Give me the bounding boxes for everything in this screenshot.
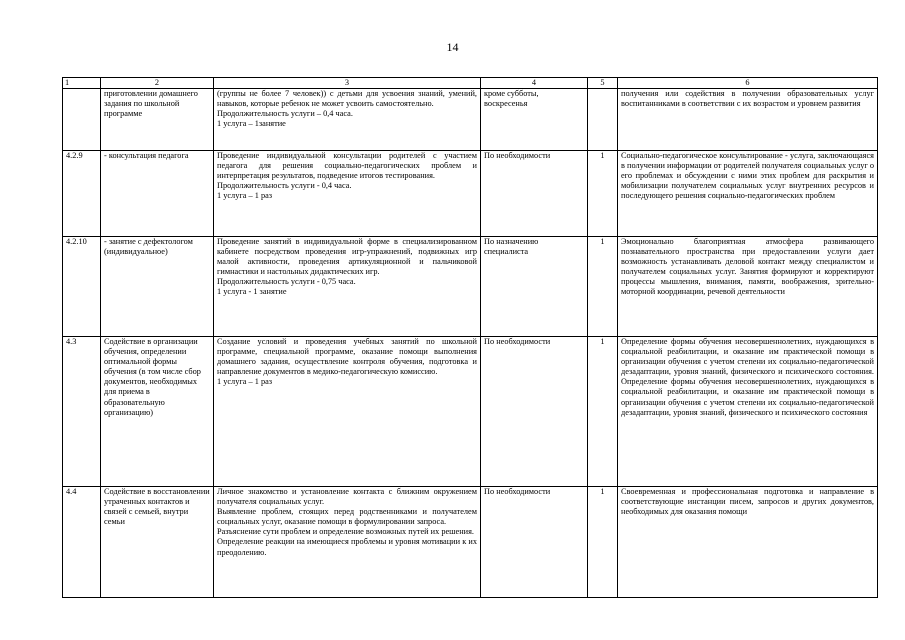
service-description — [214, 487, 481, 598]
description-line: 1 услуга - 1 занятие — [217, 287, 287, 297]
service-result: Определение формы обучения несовершеннолетних, нуждающихся в социальной реабилитации, и оказание им практической помощи в организации обучения с учетом степени их социально-педагогической дезадаптации, уровня знаний, физического и психического состояния. Определение формы обучения несовершеннолетних, нуждающихся в социальной реабилитации, и оказание им практической помощи в организации обучения с учетом степени их социально-педагогической дезадаптации, уровня знаний, физического и психического состояния — [618, 337, 878, 487]
page-number: 14 — [446, 40, 459, 54]
column-header: 6 — [618, 78, 878, 89]
service-name: Содействие в организации обучения, определении оптимальной формы обучения (в том числе сбор документов, необходимых для приема в образовательную организацию) — [101, 337, 214, 487]
service-frequency: кроме субботы, воскресенья — [481, 89, 588, 151]
services-table — [62, 77, 878, 598]
service-frequency: По необходимости — [481, 151, 588, 237]
service-result: Социально-педагогическое консультирование - услуга, заключающаяся в получении информации от родителей получателя социальных услуг о его проблемах и обсуждении с ними этих проблем для раскрытия и мобилизации получателем социальных услуг внутренних ресурсов и последующего решения социально-педагогических проблем — [618, 151, 878, 237]
column-header: 3 — [214, 78, 481, 89]
row-number — [63, 89, 101, 151]
table-row — [63, 487, 878, 598]
service-description — [214, 151, 481, 237]
column-header: 4 — [481, 78, 588, 89]
row-number: 4.2.9 — [63, 151, 101, 237]
description-line: Продолжительность услуги - 0,4 часа. — [217, 181, 352, 191]
description-line: Личное знакомство и установление контакта с ближним окружением получателя социальных услуг. — [217, 487, 477, 507]
description-line: Продолжительность услуги - 0,75 часа. — [217, 277, 356, 287]
service-count: 1 — [588, 487, 618, 598]
description-line: Создание условий и проведения учебных занятий по школьной программе, специальной программе, оказание помощи выполнения домашнего задания, осуществление контроля обучения, подготовка и направление документов в медико-педагогическую комиссию. — [217, 337, 477, 377]
description-line: Разъяснение сути проблем и определение возможных путей их решения. — [217, 527, 475, 537]
table-header-row — [63, 78, 878, 89]
description-line: 1 услуга – 1 раз — [217, 191, 273, 201]
description-line: (группы не более 7 человек)) с детьми для усвоения знаний, умений, навыков, которые ребенок не может усвоить самостоятельно. — [217, 89, 477, 109]
table-row — [63, 89, 878, 151]
description-line: Проведение занятий в индивидуальной форме в специализированном кабинете посредством проведения игр-упражнений, подвижных игр малой активности, проведения артикуляционной и пальчиковой гимнастики и настольных дидактических игр. — [217, 237, 477, 277]
service-count: 1 — [588, 237, 618, 337]
service-name: Содействие в восстановлении утраченных контактов и связей с семьей, внутри семьи — [101, 487, 214, 598]
description-line: 1 услуга – 1занятие — [217, 119, 286, 129]
service-count — [588, 89, 618, 151]
service-result: Своевременная и профессиональная подготовка и направление в соответствующие инстанции писем, запросов и других документов, необходимых для оказания помощи — [618, 487, 878, 598]
row-number: 4.4 — [63, 487, 101, 598]
table-row — [63, 237, 878, 337]
service-frequency: По необходимости — [481, 337, 588, 487]
column-header: 5 — [588, 78, 618, 89]
description-line: 1 услуга – 1 раз — [217, 377, 273, 387]
service-frequency: По необходимости — [481, 487, 588, 598]
description-line: Продолжительность услуги – 0,4 часа. — [217, 109, 353, 119]
description-line: Проведение индивидуальной консультации родителей с участием педагога для решения социально-педагогических проблем и интерпретация результатов, подведение итогов тестирования. — [217, 151, 477, 181]
service-count: 1 — [588, 151, 618, 237]
service-description — [214, 337, 481, 487]
row-number: 4.2.10 — [63, 237, 101, 337]
column-header: 1 — [63, 78, 101, 89]
table-row — [63, 337, 878, 487]
service-frequency: По назначению специалиста — [481, 237, 588, 337]
description-line: Определение реакции на имеющиеся проблемы и уровня мотивации к их преодолению. — [217, 537, 477, 557]
service-name: приготовлении домашнего задания по школьной программе — [101, 89, 214, 151]
table-row — [63, 151, 878, 237]
row-number: 4.3 — [63, 337, 101, 487]
service-name: - занятие с дефектологом (индивидуальное) — [101, 237, 214, 337]
service-result: получения или содействия в получении образовательных услуг воспитанниками в соответствии с их возрастом и уровнем развития — [618, 89, 878, 151]
service-name: - консультация педагога — [101, 151, 214, 237]
service-result: Эмоционально благоприятная атмосфера развивающего познавательного пространства при предоставлении услуги дает возможность устанавливать деловой контакт между специалистом и получателем социальных услуг. Занятия формируют и корректируют процессы мышления, внимания, памяти, воображения, зрительно-моторной координации, речевой деятельности — [618, 237, 878, 337]
service-description — [214, 89, 481, 151]
column-header: 2 — [101, 78, 214, 89]
service-description — [214, 237, 481, 337]
service-count: 1 — [588, 337, 618, 487]
description-line: Выявление проблем, стоящих перед родственниками и получателем социальных услуг, оказание помощи в формулировании запроса. — [217, 507, 477, 527]
